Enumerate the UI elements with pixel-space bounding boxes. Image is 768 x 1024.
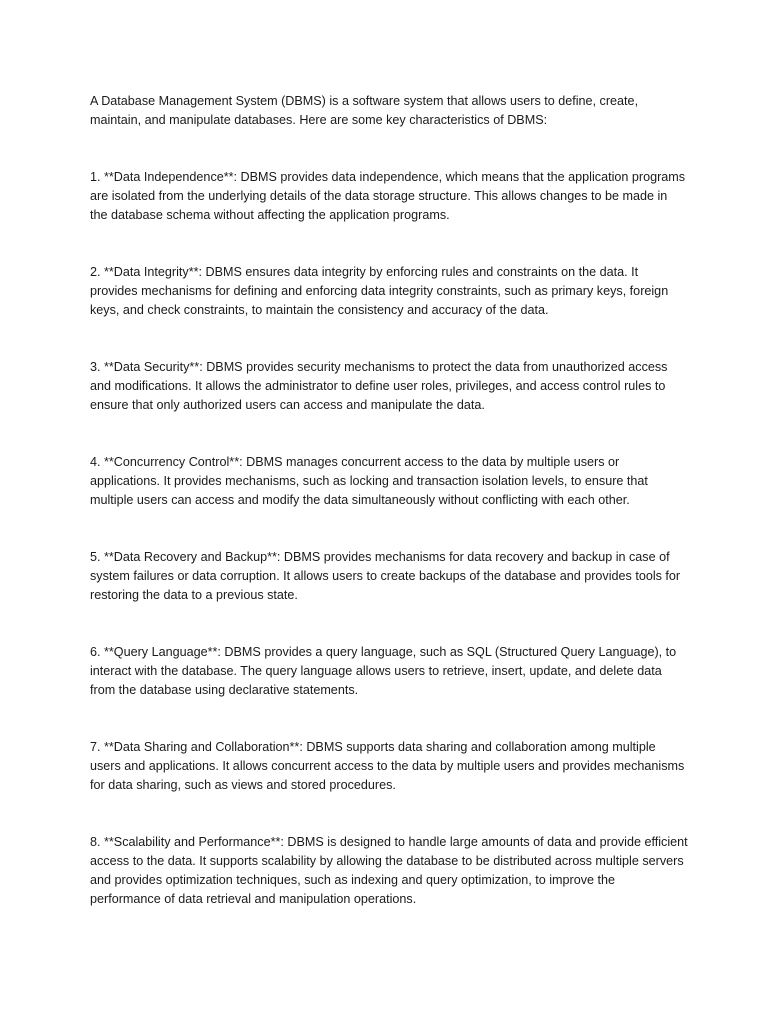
characteristic-item-concurrency-control: 4. **Concurrency Control**: DBMS manages concurrent access to the data by multiple users or applications. It provides mechanisms, such as locking and transaction isolation levels, to ensure that multiple users can access and modify the data simultaneously without conflicting with each other.: [90, 455, 648, 507]
characteristic-item-data-sharing: 7. **Data Sharing and Collaboration**: DBMS supports data sharing and collaboration among multiple users and applications. It allows concurrent access to the data by multiple users and provides mechanisms for data sharing, such as views and stored procedures.: [90, 740, 685, 792]
characteristic-item-scalability-performance: 8. **Scalability and Performance**: DBMS is designed to handle large amounts of data and provide efficient access to the data. It supports scalability by allowing the database to be distributed across multiple servers and provides optimization techniques, such as indexing and query optimization, to improve the performance of data retrieval and manipulation operations.: [90, 835, 688, 906]
characteristic-item-data-security: 3. **Data Security**: DBMS provides security mechanisms to protect the data from unauthorized access and modifications. It allows the administrator to define user roles, privileges, and access control rules to ensure that only authorized users can access and manipulate the data.: [90, 360, 668, 412]
characteristic-item-data-recovery-backup: 5. **Data Recovery and Backup**: DBMS provides mechanisms for data recovery and backup in case of system failures or data corruption. It allows users to create backups of the database and provides tools for restoring the data to a previous state.: [90, 550, 681, 602]
intro-paragraph: A Database Management System (DBMS) is a software system that allows users to define, create, maintain, and manipulate databases. Here are some key characteristics of DBMS:: [90, 94, 639, 127]
characteristic-item-data-independence: 1. **Data Independence**: DBMS provides data independence, which means that the application programs are isolated from the underlying details of the data storage structure. This allows changes to be made in the database schema without affecting the application programs.: [90, 170, 686, 222]
characteristic-item-query-language: 6. **Query Language**: DBMS provides a query language, such as SQL (Structured Query Language), to interact with the database. The query language allows users to retrieve, insert, update, and delete data from the database using declarative statements.: [90, 645, 677, 697]
characteristic-item-data-integrity: 2. **Data Integrity**: DBMS ensures data integrity by enforcing rules and constraints on the data. It provides mechanisms for defining and enforcing data integrity constraints, such as primary keys, foreign keys, and check constraints, to maintain the consistency and accuracy of the data.: [90, 265, 669, 317]
